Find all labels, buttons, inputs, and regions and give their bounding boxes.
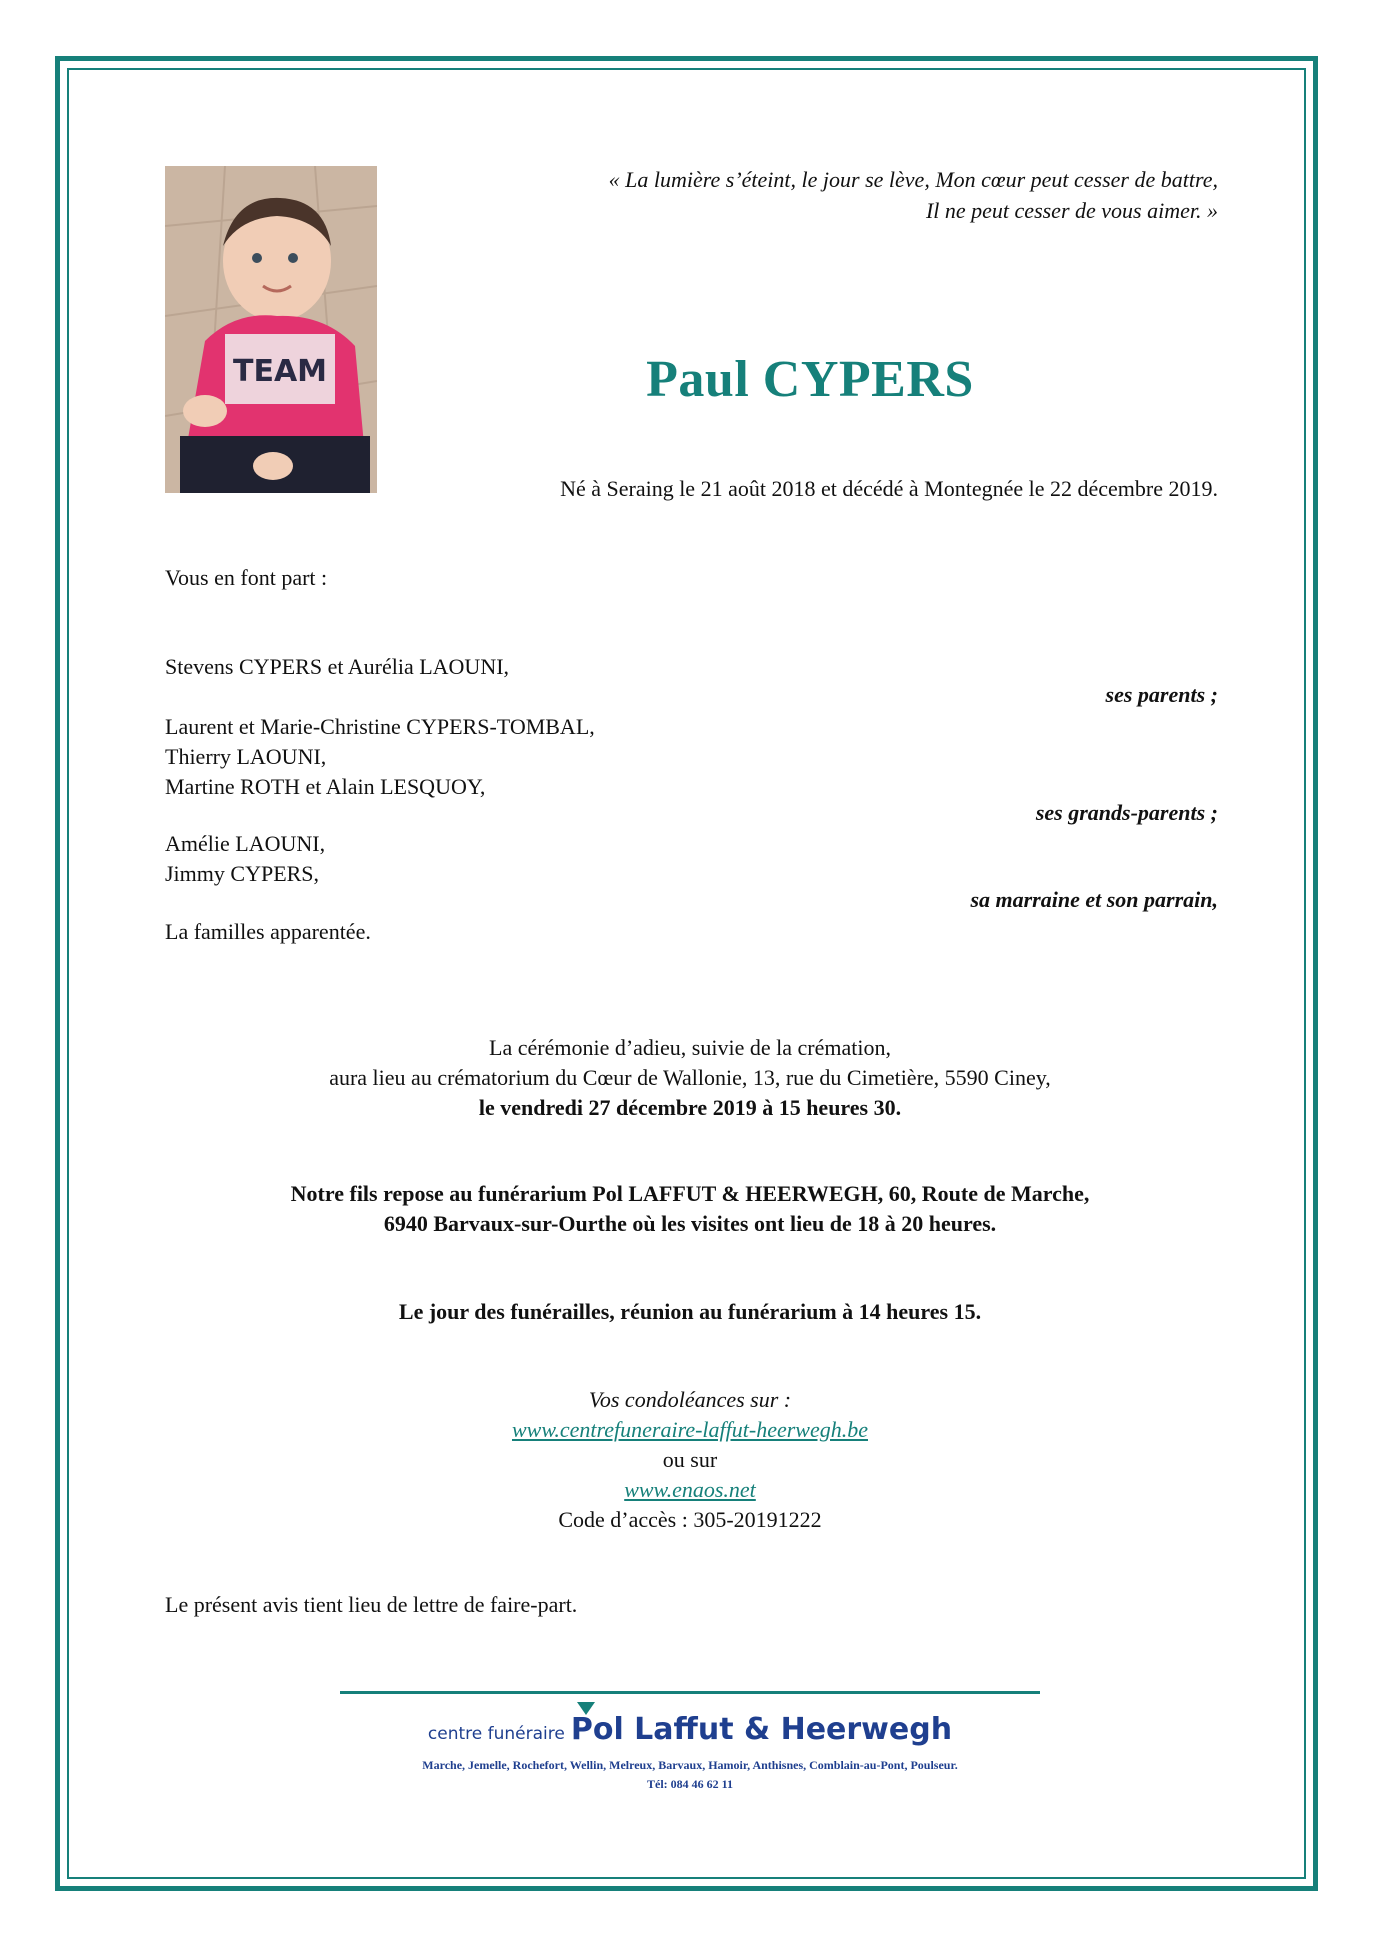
condolences-block — [165, 1385, 1215, 1535]
footer-divider — [340, 1691, 1040, 1694]
condolences-link-enaos[interactable]: www.enaos.net — [624, 1477, 756, 1502]
memorial-quote — [458, 164, 1218, 226]
ceremony-date: le vendredi 27 décembre 2019 à 15 heures 30. — [478, 1095, 902, 1120]
relatives-text: La familles apparentée. — [165, 919, 371, 944]
parents-role: ses parents ; — [1105, 682, 1218, 707]
grandparent-line: Laurent et Marie-Christine CYPERS-TOMBAL, — [165, 714, 595, 739]
quote-line-2: Il ne peut cesser de vous aimer. » — [925, 198, 1218, 223]
ceremony-block — [165, 1033, 1215, 1123]
condolences-label: Vos condoléances sur : — [588, 1387, 792, 1412]
notice-text: Le présent avis tient lieu de lettre de faire-part. — [165, 1592, 578, 1617]
svg-text:TEAM: TEAM — [232, 354, 328, 389]
condolences-or: ou sur — [662, 1447, 718, 1472]
godparents-role: sa marraine et son parrain, — [970, 887, 1218, 912]
rest-line-1: Notre fils repose au funérarium Pol LAFFUT & HEERWEGH, 60, Route de Marche, — [290, 1181, 1090, 1206]
funeral-home-logo — [340, 1712, 1040, 1747]
birth-death-dates: Né à Seraing le 21 août 2018 et décédé à Montegnée le 22 décembre 2019. — [560, 476, 1218, 501]
grandparent-line: Thierry LAOUNI, — [165, 744, 327, 769]
godparents-list — [165, 829, 325, 889]
ceremony-line-2: aura lieu au crématorium du Cœur de Wallonie, 13, rue du Cimetière, 5590 Ciney, — [329, 1065, 1051, 1090]
godparent-line: Amélie LAOUNI, — [165, 831, 326, 856]
portrait-image — [165, 166, 377, 493]
access-code: Code d’accès : 305-20191222 — [558, 1507, 822, 1532]
grandparents-role: ses grands-parents ; — [1035, 800, 1218, 825]
deceased-name: Paul CYPERS — [646, 351, 974, 408]
logo-locations: Marche, Jemelle, Rochefort, Wellin, Melreux, Barvaux, Hamoir, Anthisnes, Comblain-au-Pont, Poulseur. — [422, 1758, 958, 1772]
godparent-line: Jimmy CYPERS, — [165, 861, 320, 886]
meeting-text: Le jour des funérailles, réunion au funérarium à 14 heures 15. — [398, 1299, 982, 1324]
ceremony-line-1: La cérémonie d’adieu, suivie de la crémation, — [489, 1035, 891, 1060]
portrait-photo — [165, 166, 377, 493]
announce-text: Vous en font part : — [165, 565, 328, 590]
parents-names: Stevens CYPERS et Aurélia LAOUNI, — [165, 654, 510, 679]
grandparents-list — [165, 712, 595, 802]
logo-big-text: Pol Laffut & Heerwegh — [570, 1712, 953, 1747]
condolences-link-funeral-home[interactable]: www.centrefuneraire-laffut-heerwegh.be — [512, 1417, 868, 1442]
rest-block — [165, 1179, 1215, 1239]
grandparent-line: Martine ROTH et Alain LESQUOY, — [165, 774, 486, 799]
logo-small-text: centre funéraire — [427, 1724, 565, 1744]
rest-line-2: 6940 Barvaux-sur-Ourthe où les visites ont lieu de 18 à 20 heures. — [383, 1211, 997, 1236]
quote-line-1: « La lumière s’éteint, le jour se lève, Mon cœur peut cesser de battre, — [608, 167, 1218, 192]
logo-phone: Tél: 084 46 62 11 — [647, 1777, 733, 1791]
